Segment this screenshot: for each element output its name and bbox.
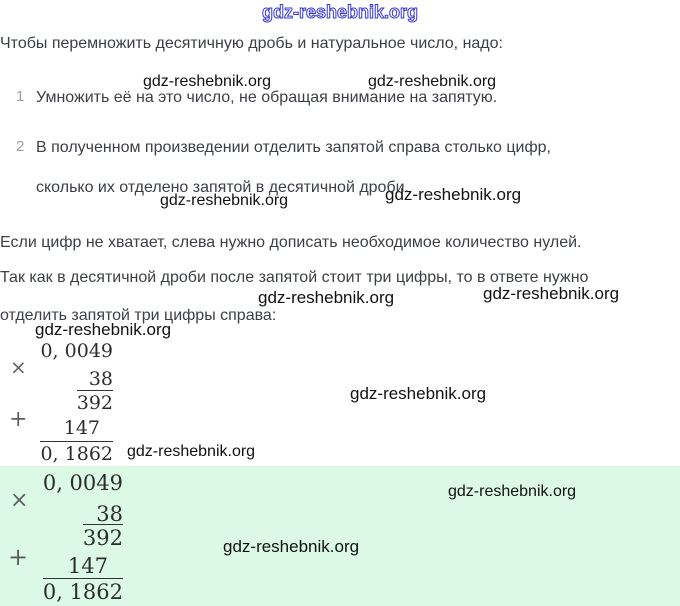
watermark: gdz-reshebnik.org bbox=[448, 483, 577, 500]
plus-sign: + bbox=[9, 407, 28, 432]
watermark: gdz-reshebnik.org bbox=[350, 384, 487, 403]
solution-text-line-1: Так как в десятичной дроби после запятой стоит три цифры, то в ответе нужно bbox=[0, 269, 589, 286]
multiplier: 38 bbox=[96, 502, 123, 526]
partial-product-1: 392 bbox=[76, 392, 113, 414]
multiplication-work-white bbox=[0, 338, 125, 466]
watermark-logo: gdz-reshebnik.org bbox=[261, 2, 418, 22]
solution-text-line-2: отделить запятой три цифры справа: bbox=[0, 307, 277, 324]
partial-product-2: 147 bbox=[67, 554, 108, 578]
product: 0, 1862 bbox=[42, 580, 123, 604]
watermark: gdz-reshebnik.org bbox=[368, 73, 497, 90]
times-sign: × bbox=[10, 355, 27, 379]
partial-product-1: 392 bbox=[82, 526, 123, 550]
product: 0, 1862 bbox=[40, 443, 113, 465]
note-text: Если цифр не хватает, слева нужно дописать необходимое количество нулей. bbox=[0, 234, 582, 251]
multiplicand: 0, 0049 bbox=[42, 471, 123, 495]
watermark: gdz-reshebnik.org bbox=[160, 192, 289, 209]
step-2-number: 2 bbox=[16, 138, 25, 155]
multiplication-work-highlighted bbox=[0, 466, 137, 604]
plus-sign: + bbox=[8, 543, 29, 571]
watermark: gdz-reshebnik.org bbox=[223, 537, 360, 556]
step-2-text-line-2: сколько их отделено запятой в десятичной дроби. bbox=[36, 179, 409, 196]
watermark: gdz-reshebnik.org bbox=[258, 288, 395, 307]
step-1-text: Умножить её на это число, не обращая внимание на запятую. bbox=[36, 89, 498, 106]
times-sign: × bbox=[10, 488, 29, 513]
multiplicand: 0, 0049 bbox=[40, 340, 113, 362]
watermark: gdz-reshebnik.org bbox=[483, 284, 620, 303]
intro-text: Чтобы перемножить десятичную дробь и натуральное число, надо: bbox=[0, 35, 503, 52]
step-1-number: 1 bbox=[16, 88, 25, 105]
watermark: gdz-reshebnik.org bbox=[143, 73, 272, 90]
partial-product-2: 147 bbox=[63, 417, 100, 439]
watermark: gdz-reshebnik.org bbox=[127, 443, 256, 460]
multiplier: 38 bbox=[88, 368, 113, 390]
watermark: gdz-reshebnik.org bbox=[385, 185, 522, 204]
watermark: gdz-reshebnik.org bbox=[35, 320, 172, 339]
step-2-text-line-1: В полученном произведении отделить запятой справа столько цифр, bbox=[36, 139, 551, 156]
